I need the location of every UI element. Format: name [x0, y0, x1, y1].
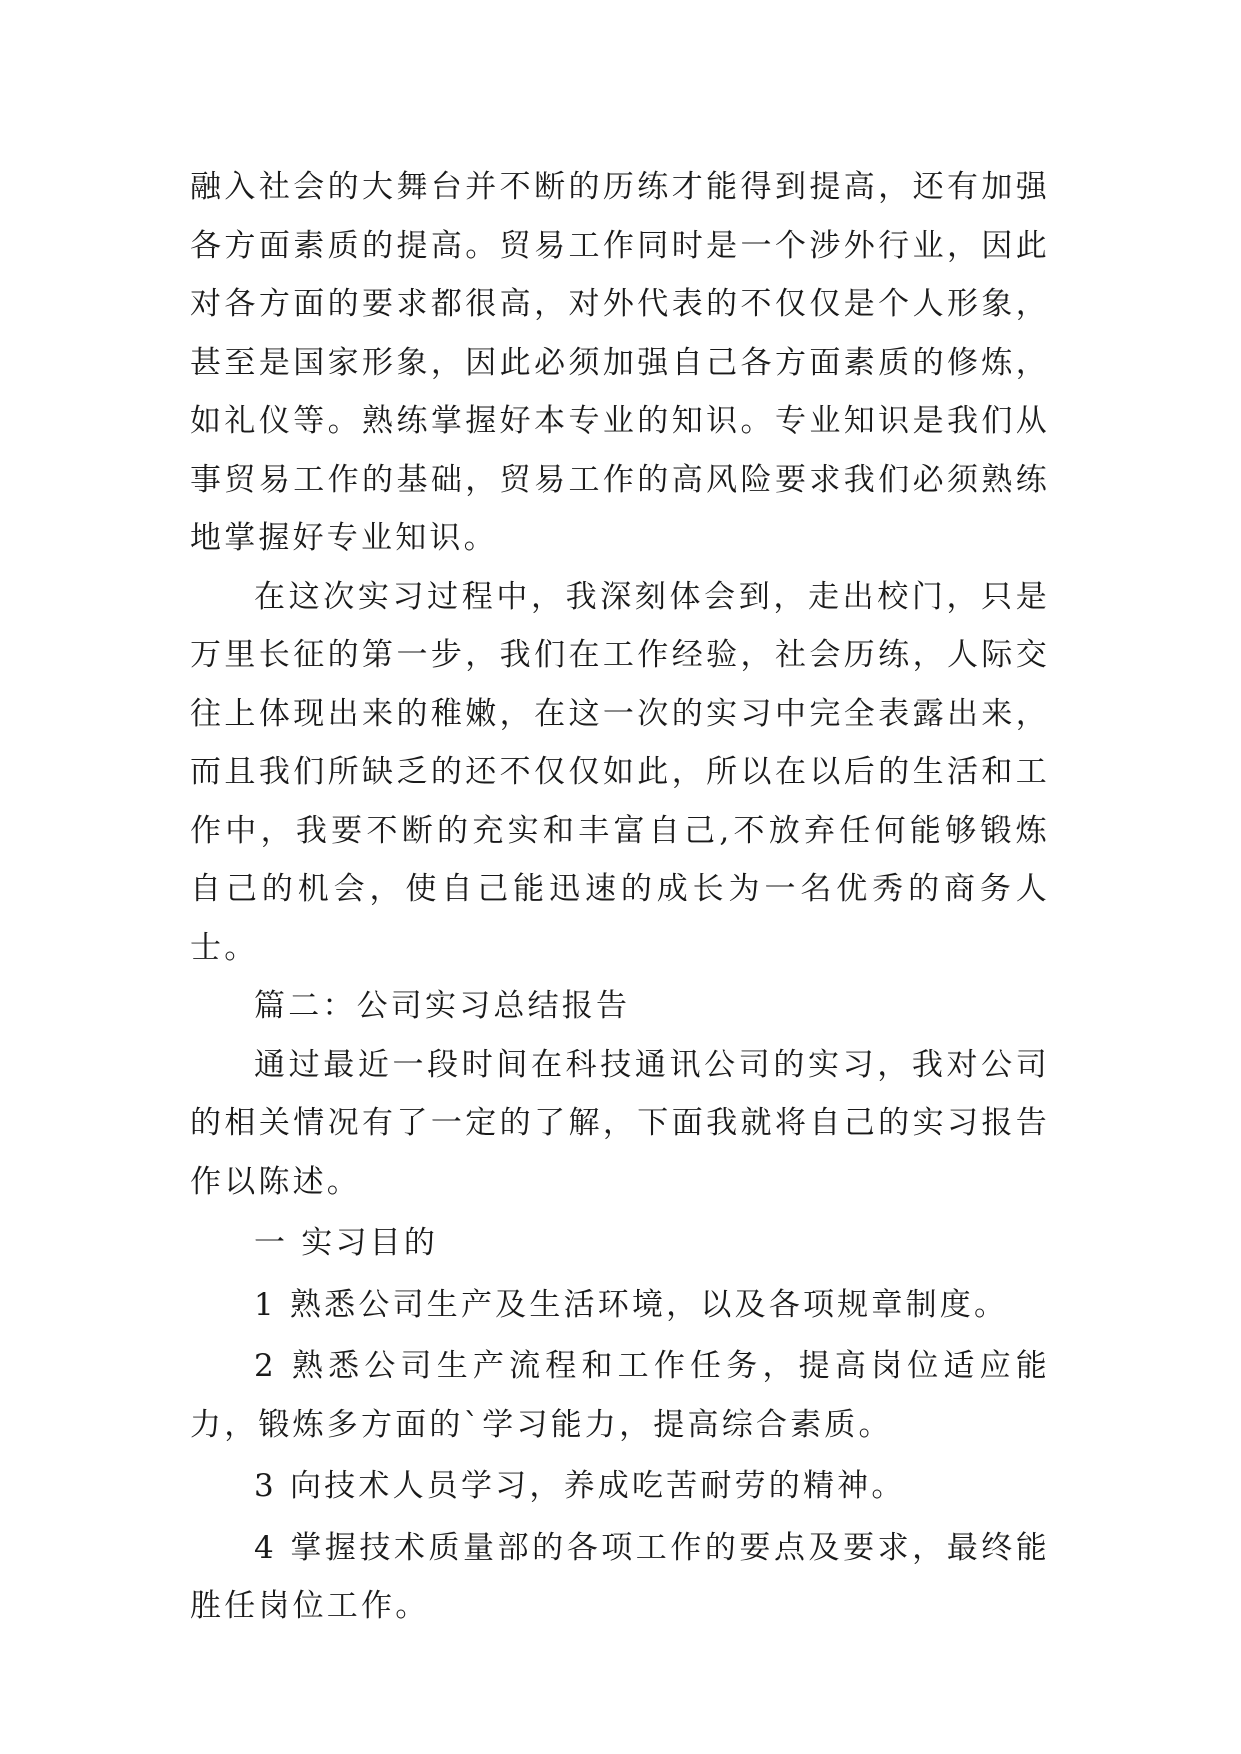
- section-heading-part-two: 篇二：公司实习总结报告: [254, 988, 631, 1024]
- list-item-purpose-2: 2 熟悉公司生产流程和工作任务，提高岗位适应能力，锻炼多方面的`学习能力，提高综合素质。: [190, 1348, 1050, 1443]
- list-item-purpose-3: 3 向技术人员学习，养成吃苦耐劳的精神。: [254, 1468, 906, 1504]
- list-item-purpose-1: 1 熟悉公司生产及生活环境，以及各项规章制度。: [254, 1286, 1009, 1323]
- section-heading-internship-purpose: 一 实习目的: [254, 1225, 439, 1261]
- paragraph-report-intro: 通过最近一段时间在科技通讯公司的实习，我对公司的相关情况有了一定的了解，下面我就将自己的实习报告作以陈述。: [190, 1046, 1050, 1200]
- list-item-purpose-4: 4 掌握技术质量部的各项工作的要点及要求，最终能胜任岗位工作。: [190, 1529, 1050, 1624]
- paragraph-internship-reflection: 在这次实习过程中，我深刻体会到，走出校门，只是万里长征的第一步，我们在工作经验，社会历练，人际交往上体现出来的稚嫩，在这一次的实习中完全表露出来，而且我们所缺乏的还不仅仅如此，所以在以后的生活和工作中，我要不断的充实和丰富自己,不放弃任何能够锻炼自己的机会，使自己能迅速的成长为一名优秀的商务人士。: [190, 578, 1050, 966]
- paragraph-intro-continuation: 融入社会的大舞台并不断的历练才能得到提高，还有加强各方面素质的提高。贸易工作同时是一个涉外行业，因此对各方面的要求都很高，对外代表的不仅仅是个人形象，甚至是国家形象，因此必须加强自己各方面素质的修炼，如礼仪等。熟练掌握好本专业的知识。专业知识是我们从事贸易工作的基础，贸易工作的高风险要求我们必须熟练地掌握好专业知识。: [190, 169, 1050, 556]
- document-body: [190, 158, 1050, 1636]
